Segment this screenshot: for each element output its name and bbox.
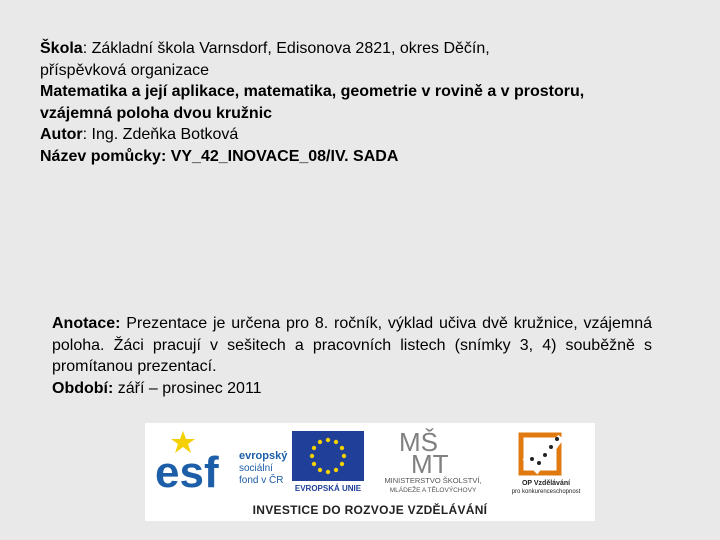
school-line-2: příspěvková organizace <box>40 61 209 79</box>
subject-line-1: Matematika a její aplikace, matematika, geometrie v rovině a v prostoru, <box>40 83 585 100</box>
subject-line-2: vzájemná poloha dvou kružnic <box>40 104 273 122</box>
msmt-text-1: MINISTERSTVO ŠKOLSTVÍ, <box>384 476 482 485</box>
anotace-label: Anotace: <box>52 315 121 332</box>
msmt-logo <box>369 427 497 495</box>
name-line <box>40 146 700 168</box>
op-logo <box>501 427 591 495</box>
author-label: Autor <box>40 126 83 143</box>
obdobi-label: Období: <box>52 379 114 397</box>
msmt-mt-text: MT <box>411 449 449 479</box>
op-graphic <box>501 427 591 495</box>
slide-header <box>40 38 700 167</box>
esf-text-3: fond v ČR <box>239 475 284 486</box>
esf-text-2: sociální <box>239 463 273 474</box>
logo-row <box>145 423 595 495</box>
author-line <box>40 124 700 146</box>
esf-logo-graphic <box>153 429 288 495</box>
esf-text-1: evropský <box>239 450 288 462</box>
investment-caption: INVESTICE DO ROZVOJE VZDĚLÁVÁNÍ <box>252 503 488 517</box>
anotace-text: Prezentace je určena pro 8. ročník, výklad učiva dvě kružnice, vzájemná poloha. Žáci pracují v sešitech a pracovních listech (snímky 3, 4) souběžně s promítanou prezentací. <box>52 315 652 375</box>
eu-logo <box>291 431 365 493</box>
name-label: Název pomůcky <box>40 147 161 165</box>
anotace-paragraph <box>52 313 652 378</box>
op-text-1: OP Vzdělávání <box>521 480 571 487</box>
op-text-2: pro konkurenceschopnost <box>511 489 581 495</box>
esf-main-text: esf <box>155 448 219 495</box>
author-value: : Ing. Zdeňka Botková <box>82 126 239 143</box>
name-value: : VY_42_INOVACE_08/IV. SADA <box>160 147 399 165</box>
msmt-ms-text: MŠ <box>399 427 438 457</box>
school-label: Škola <box>40 40 83 57</box>
annotation-block <box>52 313 652 399</box>
msmt-text-2: MLÁDEŽE A TĚLOVÝCHOVY <box>389 487 477 494</box>
logo-banner <box>145 423 595 521</box>
school-line <box>40 38 700 60</box>
eu-label: EVROPSKÁ UNIE <box>294 484 362 493</box>
eu-flag-icon <box>291 431 365 493</box>
msmt-graphic <box>369 427 497 495</box>
obdobi-line <box>52 378 652 400</box>
school-value: : Základní škola Varnsdorf, Edisonova 2821, okres Děčín, <box>82 40 490 57</box>
obdobi-text: září – prosinec 2011 <box>113 379 262 397</box>
esf-logo <box>153 429 288 495</box>
